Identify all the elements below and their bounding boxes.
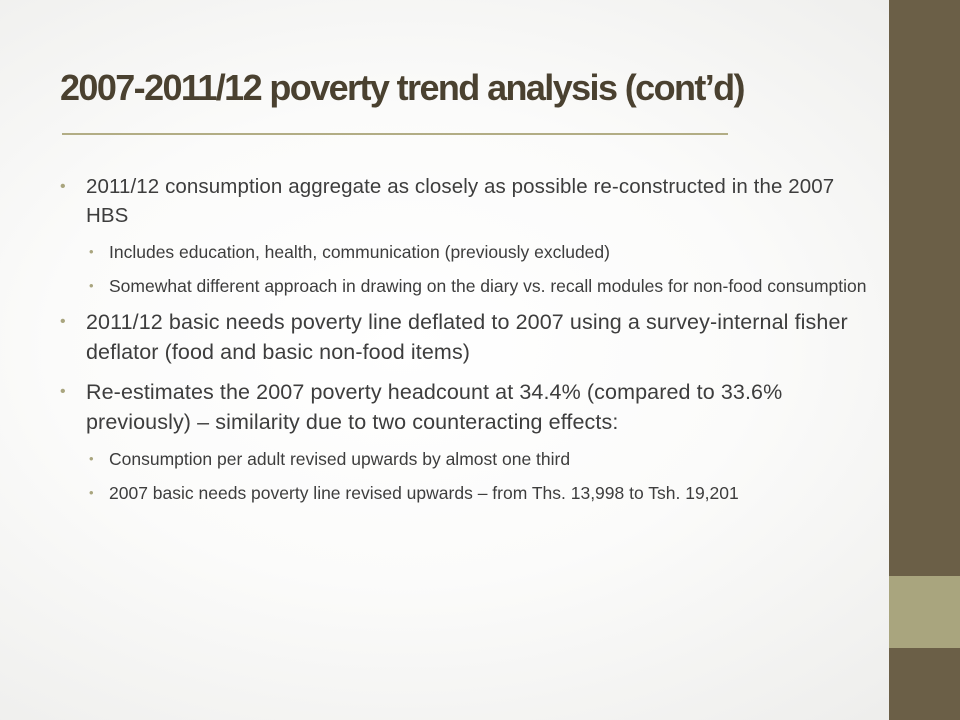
bullet-icon: • — [60, 313, 66, 330]
bullet-icon: • — [60, 383, 66, 400]
bullet-icon: • — [89, 277, 94, 293]
bullet-icon: • — [89, 244, 94, 259]
sidebar-decor-middle — [889, 576, 960, 648]
sub-bullet-item-1-1 — [89, 240, 880, 265]
sub-bullet-text: Consumption per adult revised upwards by almost one third — [109, 449, 571, 469]
sub-bullet-item-3-1 — [89, 447, 880, 472]
title-underline — [62, 133, 728, 135]
bullet-icon: • — [60, 178, 66, 195]
sub-bullet-item-1-2 — [89, 274, 880, 299]
sub-bullet-text: 2007 basic needs poverty line revised upwards – from Ths. 13,998 to Tsh. 19,201 — [109, 482, 739, 503]
slide-title: 2007-2011/12 poverty trend analysis (cont’d) — [60, 67, 744, 108]
sidebar-decor-bottom — [889, 648, 960, 720]
bullet-icon: • — [89, 451, 94, 466]
sub-bullet-text: Somewhat different approach in drawing on the diary vs. recall modules for non-food consumption — [109, 275, 867, 296]
bullet-item-2 — [60, 307, 880, 367]
bullet-item-1 — [60, 172, 880, 230]
bullet-text: Re-estimates the 2007 poverty headcount at 34.4% (compared to 33.6% previously) – similarity due to two counteracting effects: — [86, 380, 783, 434]
bullet-text: 2011/12 consumption aggregate as closely as possible re-constructed in the 2007 HBS — [86, 175, 835, 227]
sub-bullet-item-3-2 — [89, 481, 880, 506]
bullet-icon: • — [89, 484, 94, 500]
sub-bullet-text: Includes education, health, communication (previously excluded) — [109, 242, 610, 262]
bullet-item-3 — [60, 377, 880, 437]
sidebar-decor-top — [889, 0, 960, 576]
bullet-text: 2011/12 basic needs poverty line deflated to 2007 using a survey-internal fisher deflator (food and basic non-food items) — [86, 310, 848, 364]
slide-content — [60, 172, 880, 514]
